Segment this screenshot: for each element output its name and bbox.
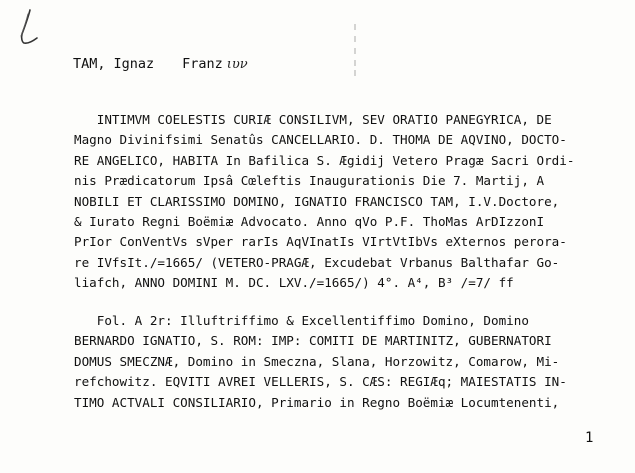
- folio-line: refchowitz. EQVITI AVREI VELLERIS, S. CÆS: REGIÆq; MAIESTATIS IN-: [74, 374, 567, 390]
- handwritten-note: ιυν: [226, 57, 248, 72]
- heading-surname: TAM,: [73, 56, 106, 72]
- card-heading: [73, 56, 248, 72]
- perforation-marks: [352, 24, 358, 76]
- entry-line: nis Prædicatorum Ipsâ Cœleftis Inaugurationis Die 7. Martij, A: [74, 173, 545, 189]
- handwritten-check-icon: [18, 8, 40, 48]
- entry-line: PrIor ConVentVs sVper rarIs AqVInatIs VIrtVtIbVs eXternos perora-: [74, 234, 567, 250]
- folio-line: TIMO ACTVALI CONSILIARIO, Primario in Regno Boëmiæ Locumtenenti,: [74, 394, 560, 410]
- folio-description: [74, 311, 594, 413]
- folio-line: DOMUS SMECZNÆ, Domino in Smeczna, Slana, Horzowitz, Comarow, Mi-: [74, 353, 560, 369]
- heading-given-name-2: Franz: [182, 56, 223, 72]
- page-number: 1: [585, 430, 594, 446]
- entry-line: NOBILI ET CLARISSIMO DOMINO, IGNATIO FRANCISCO TAM, I.V.Doctore,: [74, 193, 560, 209]
- folio-line: BERNARDO IGNATIO, S. ROM: IMP: COMITI DE MARTINITZ, GUBERNATORI: [74, 333, 552, 349]
- entry-line: liafch, ANNO DOMINI M. DC. LXV./=1665/) 4°. A⁴, B³ /=7/ ff: [74, 275, 514, 291]
- entry-description: [74, 110, 594, 294]
- entry-line: Magno Divinifsimi Senatûs CANCELLARIO. D. THOMA DE AQVINO, DOCTO-: [74, 132, 567, 148]
- heading-given-name-1: Ignaz: [113, 56, 155, 72]
- entry-line: & Iurato Regni Boëmiæ Advocato. Anno qVo P.F. ThoMas ArDIzzonI: [74, 213, 545, 229]
- entry-line: RE ANGELICO, HABITA In Bafilica S. Ægidij Vetero Pragæ Sacri Ordi-: [74, 152, 575, 168]
- folio-line: Fol. A 2r: Illuftriffimo & Excellentiffimo Domino, Domino: [74, 313, 529, 328]
- entry-line: INTIMVM COELESTIS CURIÆ CONSILIVM, SEV ORATIO PANEGYRICA, DE: [74, 112, 552, 127]
- entry-line: re IVfsIt./=1665/ (VETERO-PRAGÆ, Excudebat Vrbanus Balthafar Go-: [74, 254, 560, 270]
